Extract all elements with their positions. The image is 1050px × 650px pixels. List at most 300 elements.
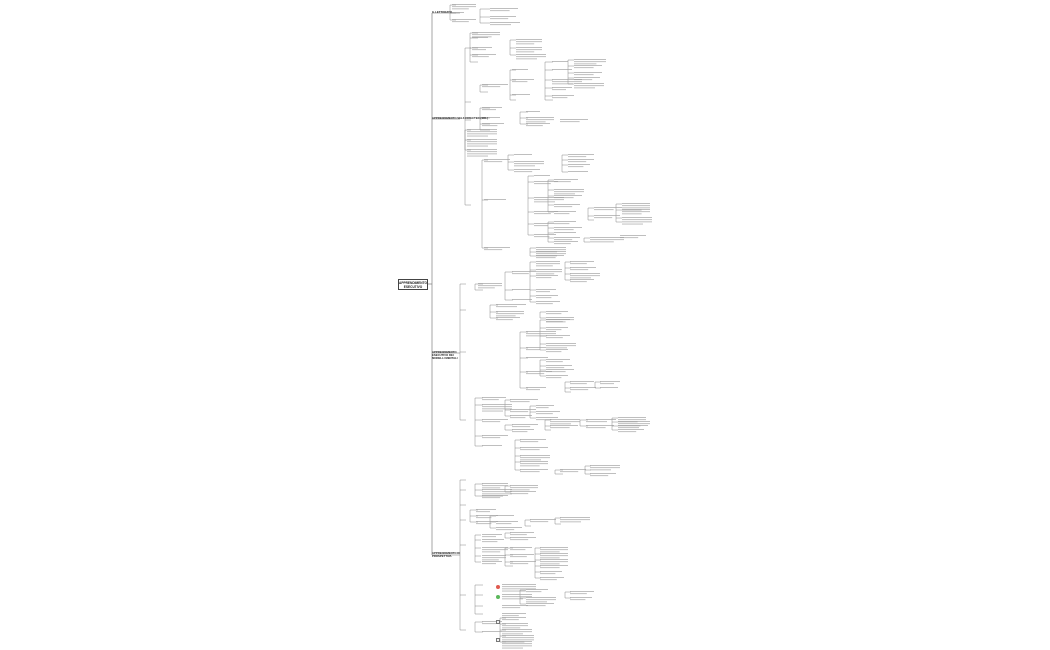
node-text-line [570, 275, 600, 276]
node-text-line [482, 497, 500, 498]
node-text-line [570, 281, 587, 282]
node-text-line [482, 411, 503, 412]
node-text-line [570, 387, 596, 388]
node-text-line [502, 591, 526, 592]
node-text-line [520, 449, 540, 450]
node-text-line [622, 207, 650, 208]
node-text-line [526, 591, 541, 592]
node-text-line [496, 521, 518, 522]
node-text-line [594, 209, 614, 210]
node-text-line [594, 207, 622, 208]
node-text-line [554, 195, 582, 196]
node-text-line [546, 351, 561, 352]
node-text-line [482, 631, 502, 632]
node-text-line [452, 8, 469, 9]
node-text-line [536, 263, 560, 264]
node-text-line [482, 536, 496, 537]
node-text-line [546, 375, 568, 376]
node-text-line [472, 32, 500, 33]
node-text-line [534, 234, 556, 235]
node-text-line [482, 399, 499, 400]
node-text-line [554, 204, 580, 205]
branch-label-2[interactable]: APPRENDIMENTO SELF-DIRECTED (SDL) [432, 116, 488, 120]
node-text-line [490, 16, 516, 17]
node-text-line [546, 335, 570, 336]
node-text-line [590, 237, 624, 238]
root-title-line1: APPRENDIMENTO [399, 281, 427, 285]
node-text-line [554, 229, 574, 230]
node-text-line [467, 149, 497, 150]
node-text-line [574, 67, 594, 68]
node-text-line [510, 401, 530, 402]
node-text-line [502, 625, 528, 626]
node-text-line [516, 43, 534, 44]
node-text-line [570, 389, 588, 390]
node-text-line [526, 603, 554, 604]
node-text-line [570, 273, 600, 274]
node-text-line [520, 455, 550, 456]
node-text-line [512, 69, 528, 70]
node-text-line [554, 181, 571, 182]
node-text-line [510, 415, 532, 416]
node-text-line [526, 117, 554, 118]
node-text-line [510, 532, 534, 533]
node-text-line [554, 189, 584, 190]
node-text-line [482, 435, 508, 436]
node-text-line [536, 253, 566, 254]
node-text-line [472, 49, 486, 50]
node-text-line [554, 239, 572, 240]
node-text-line [482, 539, 504, 540]
node-text-line [496, 315, 516, 316]
node-text-line [536, 291, 550, 292]
node-text-line [574, 61, 606, 62]
node-text-line [452, 4, 476, 5]
node-text-line [618, 419, 646, 420]
node-text-line [554, 191, 584, 192]
node-text-line [472, 47, 492, 48]
node-text-line [452, 19, 476, 20]
node-text-line [540, 573, 555, 574]
node-text-line [510, 485, 538, 486]
node-text-line [472, 54, 496, 55]
node-text-line [554, 179, 578, 180]
node-text-line [510, 554, 534, 555]
node-text-line [490, 24, 511, 25]
node-text-line [540, 555, 568, 556]
node-text-line [490, 8, 518, 9]
node-text-line [484, 161, 502, 162]
node-text-line [482, 419, 508, 420]
node-text-line [536, 251, 566, 252]
node-text-line [512, 289, 530, 290]
node-text-line [526, 121, 546, 122]
node-text-line [574, 79, 592, 80]
node-text-line [574, 65, 602, 66]
note-icon [496, 620, 500, 624]
node-text-line [512, 429, 534, 430]
node-text-line [512, 299, 532, 300]
node-text-line [526, 605, 546, 606]
node-text-line [502, 641, 532, 642]
node-text-line [526, 347, 546, 348]
node-text-line [496, 311, 524, 312]
node-text-line [570, 269, 588, 270]
node-text-line [510, 537, 536, 538]
node-text-line [540, 565, 568, 566]
node-text-line [622, 211, 650, 212]
node-text-line [502, 633, 523, 634]
node-text-line [536, 275, 558, 276]
node-text-line [512, 426, 530, 427]
node-text-line [502, 613, 526, 614]
node-text-line [482, 491, 512, 492]
node-text-line [554, 197, 574, 198]
node-text-line [540, 557, 560, 558]
node-text-line [574, 74, 594, 75]
node-text-line [476, 523, 491, 524]
node-text-line [510, 491, 536, 492]
node-text-line [546, 349, 568, 350]
node-text-line [622, 224, 643, 225]
node-text-line [560, 521, 581, 522]
node-text-line [496, 317, 520, 318]
node-text-line [546, 377, 561, 378]
node-text-line [554, 211, 576, 212]
node-text-line [546, 347, 567, 348]
node-text-line [622, 205, 650, 206]
node-text-line [514, 165, 535, 166]
node-text-line [534, 201, 555, 202]
node-text-line [554, 237, 580, 238]
node-text-line [534, 199, 564, 200]
node-text-line [482, 123, 504, 124]
node-text-line [482, 397, 506, 398]
node-text-line [554, 223, 569, 224]
node-text-line [546, 337, 563, 338]
node-text-line [536, 261, 560, 262]
node-text-line [618, 423, 650, 424]
node-text-line [554, 243, 571, 244]
node-text-line [526, 387, 546, 388]
green-marker-icon [496, 595, 500, 599]
node-text-line [526, 589, 548, 590]
node-text-line [510, 539, 528, 540]
node-text-line [594, 215, 620, 216]
node-text-line [467, 151, 497, 152]
node-text-line [526, 111, 540, 112]
node-text-line [482, 404, 512, 405]
node-text-line [568, 161, 586, 162]
node-text-line [467, 136, 488, 137]
node-text-line [476, 517, 491, 518]
node-text-line [546, 321, 563, 322]
node-text-line [574, 87, 595, 88]
node-text-line [546, 359, 570, 360]
node-text-line [482, 406, 512, 407]
node-text-line [536, 301, 560, 302]
node-text-line [482, 561, 502, 562]
node-text-line [570, 383, 587, 384]
node-text-line [536, 419, 551, 420]
node-text-line [540, 549, 568, 550]
node-text-line [526, 125, 543, 126]
node-text-line [512, 79, 534, 80]
node-text-line [502, 596, 532, 597]
node-text-line [526, 123, 550, 124]
root-title-line2: ESECUTIVO [403, 285, 423, 289]
node-text-line [512, 94, 530, 95]
node-text-line [482, 125, 497, 126]
node-text-line [574, 59, 606, 60]
node-text-line [570, 599, 585, 600]
node-text-line [490, 10, 510, 11]
root-node[interactable] [398, 279, 428, 290]
node-text-line [534, 223, 554, 224]
node-text-line [467, 153, 497, 154]
node-text-line [622, 203, 650, 204]
node-text-line [526, 357, 548, 358]
node-text-line [496, 319, 513, 320]
node-text-line [467, 131, 497, 132]
node-text-line [510, 487, 538, 488]
node-text-line [568, 164, 590, 165]
node-text-line [622, 213, 642, 214]
node-text-line [482, 483, 508, 484]
node-text-line [540, 577, 564, 578]
node-text-line [472, 56, 489, 57]
node-text-line [482, 109, 496, 110]
node-text-line [476, 511, 490, 512]
red-marker-icon [496, 585, 500, 589]
node-text-line [476, 509, 496, 510]
node-text-line [620, 237, 638, 238]
node-text-line [546, 369, 574, 370]
node-text-line [534, 236, 549, 237]
node-text-line [514, 163, 544, 164]
node-text-line [510, 556, 527, 557]
node-text-line [530, 519, 556, 520]
node-text-line [502, 605, 528, 606]
node-text-line [502, 607, 520, 608]
node-text-line [526, 349, 540, 350]
node-text-line [496, 304, 526, 305]
node-text-line [502, 631, 532, 632]
node-text-line [586, 425, 614, 426]
node-text-line [526, 601, 547, 602]
node-text-line [484, 249, 502, 250]
node-text-line [540, 571, 562, 572]
node-text-line [510, 563, 528, 564]
node-text-line [472, 34, 500, 35]
node-text-line [600, 387, 618, 388]
node-text-line [536, 269, 562, 270]
node-text-line [546, 365, 572, 366]
node-text-line [496, 515, 514, 516]
node-text-line [540, 579, 557, 580]
node-text-line [546, 361, 563, 362]
node-text-line [526, 335, 547, 336]
note-icon [496, 638, 500, 642]
node-text-line [502, 584, 536, 585]
node-text-line [496, 529, 514, 530]
branch-label-3[interactable]: APPRENDIMENTO ESECUTIVO DEI MODELLI MENTALI [432, 350, 458, 360]
node-text-line [622, 217, 652, 218]
node-text-line [516, 47, 542, 48]
node-text-line [536, 255, 564, 256]
branch-label-4[interactable]: APPRENDIMENTO DI PROSPETTIVA [432, 551, 461, 558]
node-text-line [512, 271, 536, 272]
node-text-line [510, 417, 525, 418]
node-text-line [574, 72, 602, 73]
node-text-line [590, 241, 614, 242]
node-text-line [502, 629, 532, 630]
node-text-line [510, 493, 528, 494]
node-text-line [484, 159, 510, 160]
node-text-line [482, 559, 499, 560]
node-text-line [570, 267, 596, 268]
node-text-line [482, 487, 500, 488]
node-text-line [546, 345, 576, 346]
node-text-line [482, 551, 500, 552]
node-text-line [502, 643, 532, 644]
node-text-line [622, 221, 652, 222]
node-text-line [546, 371, 566, 372]
node-text-line [586, 421, 607, 422]
node-text-line [570, 593, 587, 594]
node-text-line [482, 549, 508, 550]
node-text-line [546, 343, 576, 344]
node-text-line [520, 463, 548, 464]
node-text-line [482, 623, 496, 624]
node-text-line [536, 273, 554, 274]
node-text-line [546, 319, 570, 320]
node-text-line [540, 559, 568, 560]
node-text-line [570, 277, 591, 278]
node-text-line [526, 599, 556, 600]
node-text-line [484, 247, 510, 248]
node-text-line [482, 547, 508, 548]
node-text-line [510, 409, 536, 410]
node-text-line [554, 206, 572, 207]
node-text-line [502, 639, 534, 640]
node-text-line [536, 257, 556, 258]
node-text-line [516, 56, 546, 57]
node-text-line [536, 303, 553, 304]
node-text-line [482, 445, 502, 446]
node-text-line [516, 49, 542, 50]
node-text-line [594, 217, 612, 218]
node-text-line [526, 331, 556, 332]
node-text-line [622, 209, 650, 210]
node-text-line [502, 615, 519, 616]
node-text-line [550, 425, 578, 426]
node-text-line [568, 159, 594, 160]
node-text-line [476, 515, 498, 516]
node-text-line [600, 381, 620, 382]
node-text-line [520, 465, 540, 466]
node-text-line [526, 597, 556, 598]
node-text-line [546, 313, 561, 314]
node-text-line [482, 493, 512, 494]
node-text-line [552, 61, 568, 62]
node-text-line [502, 619, 519, 620]
node-text-line [554, 227, 582, 228]
node-text-line [516, 54, 546, 55]
node-text-line [467, 146, 488, 147]
node-text-line [570, 279, 594, 280]
node-text-line [618, 427, 639, 428]
node-text-line [536, 249, 566, 250]
node-text-line [467, 133, 497, 134]
node-text-line [554, 221, 576, 222]
node-text-line [546, 317, 574, 318]
node-text-line [502, 598, 523, 599]
node-text-line [534, 225, 548, 226]
node-text-line [526, 389, 540, 390]
node-text-line [568, 166, 583, 167]
node-text-line [496, 313, 524, 314]
node-text-line [510, 534, 527, 535]
node-text-line [552, 83, 573, 84]
node-text-line [590, 467, 620, 468]
node-text-line [560, 121, 580, 122]
node-text-line [482, 107, 502, 108]
node-text-line [510, 561, 536, 562]
node-text-line [512, 431, 527, 432]
node-text-line [546, 327, 568, 328]
node-text-line [590, 469, 611, 470]
node-text-line [550, 419, 580, 420]
node-text-line [452, 21, 469, 22]
node-text-line [482, 485, 508, 486]
node-text-line [482, 563, 496, 564]
node-text-line [520, 469, 548, 470]
node-text-line [482, 495, 508, 496]
node-text-line [574, 77, 600, 78]
node-text-line [540, 551, 560, 552]
node-text-line [520, 459, 541, 460]
node-text-line [482, 541, 497, 542]
node-text-line [516, 39, 542, 40]
node-text-line [546, 329, 561, 330]
node-text-line [546, 311, 568, 312]
branch-label-1[interactable]: IL LETTORATO [432, 10, 452, 14]
node-text-line [482, 437, 500, 438]
node-text-line [552, 87, 572, 88]
node-text-line [600, 383, 614, 384]
node-text-line [560, 119, 588, 120]
node-text-line [467, 141, 497, 142]
node-text-line [560, 517, 590, 518]
node-text-line [502, 635, 534, 636]
node-text-line [514, 169, 540, 170]
node-text-line [510, 489, 530, 490]
node-text-line [540, 563, 560, 564]
node-text-line [618, 431, 636, 432]
node-text-line [496, 527, 522, 528]
node-text-line [520, 471, 540, 472]
node-text-line [590, 475, 608, 476]
node-text-line [534, 183, 551, 184]
node-text-line [552, 81, 582, 82]
node-text-line [510, 411, 528, 412]
node-text-line [620, 235, 646, 236]
node-text-line [502, 594, 532, 595]
node-text-line [554, 241, 578, 242]
node-text-line [540, 547, 568, 548]
node-text-line [526, 373, 544, 374]
